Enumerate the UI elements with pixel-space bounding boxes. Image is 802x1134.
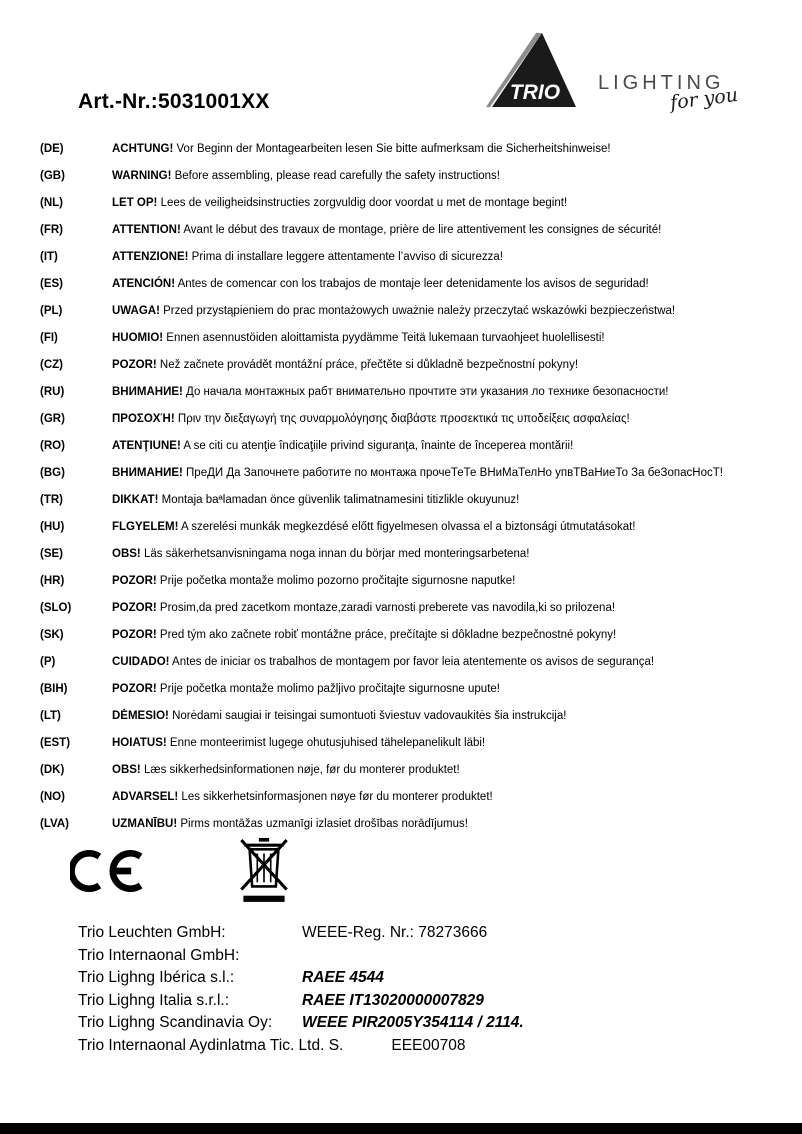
warning-row (40, 763, 784, 777)
trio-triangle-icon (486, 32, 576, 108)
logo-tagline: for you (668, 83, 740, 115)
warning-row (40, 277, 784, 291)
company-line (78, 990, 524, 1013)
warning-keyword: WARNING! (112, 170, 172, 182)
warning-row (40, 547, 784, 561)
warning-text: OBS! Läs säkerhetsanvisningama noga innan du börjar med monteringsarbetena! (112, 548, 530, 560)
warning-row (40, 412, 784, 426)
warning-text: ВНИМАНИЕ! До начала монтажных рабт внимательно прочтите эти указания ло технике безопасности! (112, 386, 669, 398)
registration-number: WEEE-Reg. Nr.: 78273666 (302, 924, 488, 941)
company-name: Trio Lighng Scandinavia Oy: (78, 1014, 273, 1031)
warning-keyword: ΠΡΟΣΟΧΉ! (112, 413, 175, 425)
warning-text: UWAGA! Przed przystąpieniem do prac montażowych uważnie należy przeczytać wskazówki bezpieczeństwa! (112, 305, 676, 317)
warning-text: POZOR! Než začnete provádět montážní práce, přečtěte si důkladně bezpečnostní pokyny! (112, 359, 579, 371)
warning-row (40, 358, 784, 372)
warning-row (40, 655, 784, 669)
language-code: (GR) (40, 413, 65, 425)
registration-number: RAEE IT13020000007829 (302, 991, 484, 1009)
warning-keyword: ATTENTION! (112, 224, 181, 236)
warning-text: POZOR! Prije početka montaže molimo pažljivo pročitajte sigurnosne upute! (112, 683, 500, 695)
warning-keyword: LET OP! (112, 197, 158, 209)
warning-keyword: ВНИМАНИЕ! (112, 386, 183, 398)
warning-keyword: ATTENZIONE! (112, 251, 189, 263)
warning-row (40, 574, 784, 588)
warning-text: ATTENTION! Avant le début des travaux de montage, prière de lire attentivement les consignes de sécurité! (112, 224, 662, 236)
warning-keyword: ATENŢIUNE! (112, 440, 181, 452)
warning-text: ATTENZIONE! Prima di installare leggere attentamente l’avviso di sicurezza! (112, 251, 503, 263)
warning-row (40, 682, 784, 696)
warning-row (40, 466, 784, 480)
language-code: (SK) (40, 629, 64, 641)
warning-keyword: POZOR! (112, 683, 157, 695)
warning-keyword: UZMANĪBU! (112, 818, 178, 830)
language-code: (IT) (40, 251, 58, 263)
logo-trio-text: TRIO (509, 81, 561, 104)
language-code: (DE) (40, 143, 64, 155)
warning-keyword: ACHTUNG! (112, 143, 174, 155)
company-line (78, 967, 524, 990)
warning-text: ATENŢIUNE! A se citi cu atenţie îndicaţiile privind siguranţa, înainte de începerea montării! (112, 440, 574, 452)
warning-text: ΠΡΟΣΟΧΉ! Πριν την διεξαγωγή της συναρμολόγησης διαβάστε προσεκτικά τις υποδείξεις ασφαλείας! (112, 413, 630, 425)
warning-text: FLGYELEM! A szerelési munkák megkezdésé előtt figyelmesen olvassa el a biztonsági útmutatásokat! (112, 521, 636, 533)
warning-keyword: OBS! (112, 764, 141, 776)
warning-keyword: HOIATUS! (112, 737, 167, 749)
warning-row (40, 250, 784, 264)
company-line (78, 1012, 524, 1035)
language-code: (ES) (40, 278, 63, 290)
warning-text: POZOR! Prosim,da pred zacetkom montaze,zaradi varnosti preberete vas navodila,ki so prilozena! (112, 602, 616, 614)
company-line (78, 1035, 524, 1058)
ce-mark-icon (70, 845, 154, 902)
warning-keyword: POZOR! (112, 602, 157, 614)
warning-keyword: POZOR! (112, 575, 157, 587)
warning-text: DIKKAT! Montaja baªlamadan önce güvenlik talimatnamesini titizlikle okuyunuz! (112, 494, 520, 506)
warning-keyword: FLGYELEM! (112, 521, 179, 533)
language-code: (NL) (40, 197, 63, 209)
language-code: (LVA) (40, 818, 69, 830)
warning-row (40, 196, 784, 210)
warning-row (40, 304, 784, 318)
language-code: (GB) (40, 170, 65, 182)
warning-text: LET OP! Lees de veiligheidsinstructies zorgvuldig door voordat u met de montage begint! (112, 197, 568, 209)
warning-text: ATENCIÓN! Antes de comencar con los trabajos de montaje leer detenidamente los avisos de seguridad! (112, 278, 649, 290)
warning-keyword: OBS! (112, 548, 141, 560)
language-code: (FI) (40, 332, 58, 344)
warning-keyword: POZOR! (112, 629, 157, 641)
warning-text: HUOMIO! Ennen asennustöiden aloittamista pyydämme Teitä lukemaan turvaohjeet huolellisesti! (112, 332, 605, 344)
warning-keyword: ATENCIÓN! (112, 278, 176, 290)
warning-row (40, 601, 784, 615)
warning-keyword: DĖMESIO! (112, 710, 169, 722)
language-code: (P) (40, 656, 56, 668)
warning-row (40, 385, 784, 399)
warning-text: WARNING! Before assembling, please read carefully the safety instructions! (112, 170, 500, 182)
warning-text: DĖMESIO! Norėdami saugiai ir teisingai sumontuoti šviestuv vadovaukitės šia instrukcija! (112, 710, 567, 722)
warning-row (40, 493, 784, 507)
company-line (78, 922, 524, 945)
warning-keyword: CUIDADO! (112, 656, 170, 668)
warning-text: UZMANĪBU! Pirms montāžas uzmanīgi izlasiet drošības norādījumus! (112, 818, 468, 830)
language-code: (CZ) (40, 359, 63, 371)
registration-number: WEEE PIR2005Y354114 / 2114. (302, 1014, 524, 1031)
warning-row (40, 709, 784, 723)
warning-text: ADVARSEL! Les sikkerhetsinformasjonen nøye før du monterer produktet! (112, 791, 493, 803)
trio-logo (486, 28, 776, 114)
company-name: Trio Leuchten GmbH: (78, 924, 226, 941)
language-code: (HU) (40, 521, 65, 533)
warning-text: OBS! Læs sikkerhedsinformationen nøje, før du monterer produktet! (112, 764, 460, 776)
warning-keyword: UWAGA! (112, 305, 160, 317)
company-registrations (78, 922, 524, 1057)
warning-row (40, 331, 784, 345)
language-code: (BG) (40, 467, 65, 479)
language-code: (TR) (40, 494, 63, 506)
warning-keyword: ВНИМАНИЕ! (112, 467, 183, 479)
language-code: (RU) (40, 386, 65, 398)
language-code: (RO) (40, 440, 65, 452)
warning-row (40, 817, 784, 831)
warning-text: CUIDADO! Antes de iniciar os trabalhos de montagem por favor leia atentemente os avisos de segurança! (112, 656, 655, 668)
warning-text: POZOR! Pred tým ako začnete robiť montážne práce, prečítajte si dôkladne bezpečnostné pokyny! (112, 629, 617, 641)
warning-keyword: DIKKAT! (112, 494, 159, 506)
warning-keyword: POZOR! (112, 359, 157, 371)
warning-row (40, 223, 784, 237)
language-code: (EST) (40, 737, 71, 749)
weee-crossed-bin-icon (238, 838, 290, 911)
warning-row (40, 520, 784, 534)
company-name: Trio Internaonal GmbH: (78, 946, 240, 964)
warning-keyword: HUOMIO! (112, 332, 164, 344)
logo-lighting-text: LIGHTING (598, 72, 725, 94)
company-line (78, 945, 524, 968)
language-code: (SE) (40, 548, 63, 560)
warning-row (40, 439, 784, 453)
language-code: (LT) (40, 710, 61, 722)
language-code: (FR) (40, 224, 63, 236)
language-code: (DK) (40, 764, 65, 776)
warning-row (40, 628, 784, 642)
language-code: (NO) (40, 791, 65, 803)
company-name: Trio Internaonal Aydinlatma Tic. Ltd. S. (78, 1036, 344, 1054)
language-code: (SLO) (40, 602, 72, 614)
registration-number: EEE00708 (391, 1036, 466, 1054)
warning-row (40, 142, 784, 156)
warning-row (40, 736, 784, 750)
page-bottom-bar (0, 1123, 802, 1134)
warning-row (40, 790, 784, 804)
warning-text: ВНИМАНИЕ! ПреДИ Да Започнете работите по монтажа прочеТеТе ВНиМаТелНо упвТВаНиеТо За беЗопасНосТ! (112, 467, 723, 479)
registration-number: RAEE 4544 (302, 969, 384, 986)
company-name: Trio Lighng Italia s.r.l.: (78, 991, 230, 1009)
warning-keyword: ADVARSEL! (112, 791, 179, 803)
warning-row (40, 169, 784, 183)
article-number: Art.-Nr.:5031001XX (78, 90, 270, 113)
warning-text: POZOR! Prije početka montaže molimo pozorno pročitajte sigurnosne naputke! (112, 575, 516, 587)
warning-text: ACHTUNG! Vor Beginn der Montagearbeiten lesen Sie bitte aufmerksam die Sicherheitshinweise! (112, 143, 611, 155)
company-name: Trio Lighng Ibérica s.l.: (78, 969, 235, 986)
warnings-list (40, 142, 784, 844)
warning-text: HOIATUS! Enne monteerimist lugege ohutusjuhised tähelepanelikult läbi! (112, 737, 486, 749)
language-code: (HR) (40, 575, 65, 587)
language-code: (PL) (40, 305, 63, 317)
language-code: (BIH) (40, 683, 68, 695)
